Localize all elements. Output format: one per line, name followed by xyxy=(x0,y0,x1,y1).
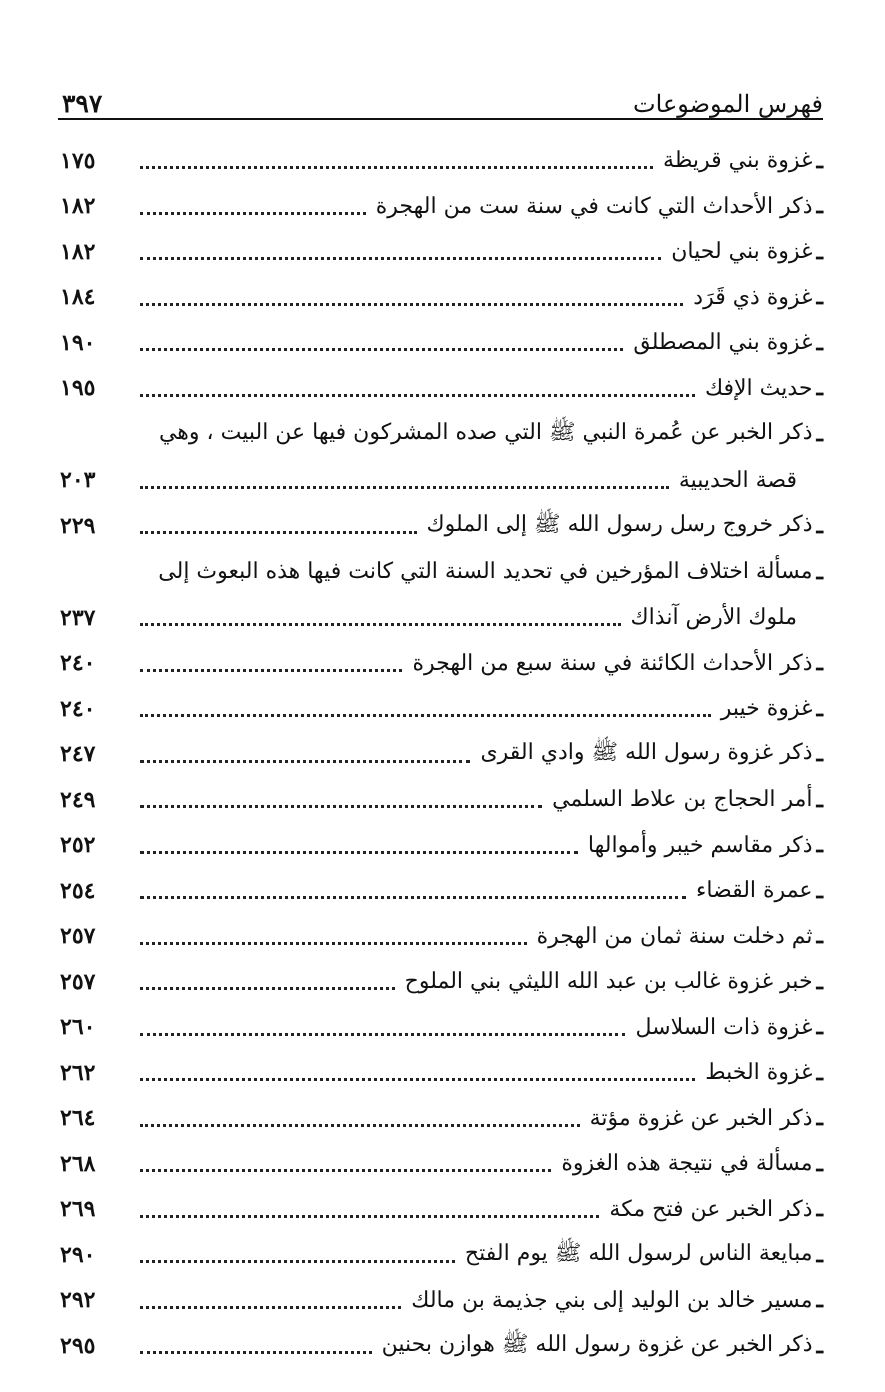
entry-title: غزوة ذي قَرَد xyxy=(693,284,813,310)
toc-entry[interactable] xyxy=(60,686,823,732)
entry-title: ذكر غزوة رسول الله ﷺ وادي القرى xyxy=(480,740,813,766)
toc-entry[interactable] xyxy=(60,275,823,321)
entry-title: غزوة بني قريظة xyxy=(663,148,813,174)
toc-entry[interactable] xyxy=(60,1323,823,1369)
entry-dash: ـ xyxy=(816,1059,823,1086)
entry-dash: ـ xyxy=(816,193,823,220)
entry-page-number: ٢٠٣ xyxy=(60,467,96,493)
toc-entry[interactable] xyxy=(60,366,823,412)
entry-title: عمرة القضاء xyxy=(695,878,813,904)
entry-title: ذكر الخبر عن عُمرة النبي ﷺ التي صده المشركون فيها عن البيت ، وهي xyxy=(158,420,813,445)
entry-dash: ـ xyxy=(816,421,823,447)
toc-entry[interactable] xyxy=(60,1005,823,1051)
toc-entry[interactable] xyxy=(60,549,823,641)
entry-dash: ـ xyxy=(816,329,823,356)
entry-page-number: ٢٣٧ xyxy=(60,604,96,631)
dot-leader xyxy=(140,1349,372,1354)
entry-title: خبر غزوة غالب بن عبد الله الليثي بني الملوح xyxy=(404,969,813,995)
entry-dash: ـ xyxy=(816,786,823,813)
entry-title: ثم دخلت سنة ثمان من الهجرة xyxy=(536,923,813,949)
entry-dash: ـ xyxy=(816,650,823,677)
entry-dash: ـ xyxy=(816,1332,823,1359)
dot-leader xyxy=(140,940,527,945)
entry-page-number: ٢٥٧ xyxy=(60,923,96,950)
entry-page-number: ١٨٢ xyxy=(60,238,96,265)
entry-page-number: ٢٩٢ xyxy=(60,1287,96,1314)
toc-entry[interactable] xyxy=(60,1278,823,1324)
dot-leader xyxy=(140,1258,455,1263)
entry-dash: ـ xyxy=(816,1014,823,1041)
entry-page-number: ١٨٢ xyxy=(60,193,96,220)
entry-title-continued: ملوك الأرض آنذاك xyxy=(630,605,797,630)
entry-title: مبايعة الناس لرسول الله ﷺ يوم الفتح xyxy=(464,1240,813,1266)
entry-page-number: ٢٦٠ xyxy=(60,1014,96,1041)
table-of-contents xyxy=(60,138,823,1369)
entry-title: غزوة الخبط xyxy=(705,1060,813,1086)
entry-title: مسير خالد بن الوليد إلى بني جذيمة بن مالك xyxy=(411,1287,813,1313)
entry-dash: ـ xyxy=(816,147,823,174)
dot-leader xyxy=(140,1031,625,1036)
dot-leader xyxy=(140,758,470,763)
entry-page-number: ٢٦٢ xyxy=(60,1059,96,1086)
entry-title: غزوة ذات السلاسل xyxy=(635,1014,813,1040)
toc-entry[interactable] xyxy=(60,823,823,869)
entry-page-number: ٢٩٥ xyxy=(60,1332,96,1359)
entry-title: ذكر خروج رسل رسول الله ﷺ إلى الملوك xyxy=(426,511,813,537)
entry-dash: ـ xyxy=(816,923,823,950)
entry-title: غزوة خيبر xyxy=(720,696,813,722)
entry-title: ذكر مقاسم خيبر وأموالها xyxy=(587,832,813,858)
dot-leader xyxy=(140,1167,551,1172)
dot-leader xyxy=(140,210,366,215)
entry-title-continued: قصة الحديبية xyxy=(678,467,797,493)
entry-title: مسألة اختلاف المؤرخين في تحديد السنة التي كانت فيها هذه البعوث إلى xyxy=(158,559,813,584)
entry-dash: ـ xyxy=(816,968,823,995)
entry-dash: ـ xyxy=(816,1241,823,1268)
entry-page-number: ٢٦٨ xyxy=(60,1150,96,1177)
entry-page-number: ١٨٤ xyxy=(60,284,96,311)
dot-leader xyxy=(140,849,578,854)
dot-leader xyxy=(140,1304,401,1309)
header-rule xyxy=(58,118,823,120)
dot-leader xyxy=(140,803,542,808)
entry-page-number: ٢٤٠ xyxy=(60,695,96,722)
dot-leader xyxy=(140,346,623,351)
dot-leader xyxy=(140,1076,695,1081)
entry-page-number: ٢٢٩ xyxy=(60,512,96,539)
toc-entry[interactable] xyxy=(60,1187,823,1233)
entry-page-number: ١٩٥ xyxy=(60,375,96,402)
entry-title: غزوة بني المصطلق xyxy=(633,330,813,356)
toc-entry[interactable] xyxy=(60,1050,823,1096)
entry-title: حديث الإفك xyxy=(704,375,813,401)
entry-title: ذكر الخبر عن غزوة مؤتة xyxy=(589,1105,813,1131)
toc-entry[interactable] xyxy=(60,411,823,503)
toc-entry[interactable] xyxy=(60,229,823,275)
toc-entry[interactable] xyxy=(60,777,823,823)
entry-page-number: ٢٦٩ xyxy=(60,1196,96,1223)
dot-leader xyxy=(140,985,395,990)
entry-title: ذكر الأحداث التي كانت في سنة ست من الهجرة xyxy=(375,193,813,219)
entry-page-number: ٢٥٢ xyxy=(60,832,96,859)
page-number: ٣٩٧ xyxy=(62,89,103,118)
dot-leader xyxy=(140,164,653,169)
entry-dash: ـ xyxy=(816,558,823,585)
dot-leader xyxy=(140,1213,599,1218)
dot-leader xyxy=(140,392,695,397)
dot-leader xyxy=(140,894,686,899)
entry-dash: ـ xyxy=(816,1105,823,1132)
toc-entry[interactable] xyxy=(60,868,823,914)
dot-leader xyxy=(140,621,621,626)
running-title: فهرس الموضوعات xyxy=(633,90,823,118)
toc-entry[interactable] xyxy=(60,1232,823,1278)
dot-leader xyxy=(140,255,661,260)
entry-dash: ـ xyxy=(816,741,823,768)
entry-page-number: ١٧٥ xyxy=(60,147,96,174)
entry-page-number: ١٩٠ xyxy=(60,329,96,356)
dot-leader xyxy=(140,712,711,717)
toc-entry[interactable] xyxy=(60,732,823,778)
entry-page-number: ٢٩٠ xyxy=(60,1241,96,1268)
toc-entry[interactable] xyxy=(60,503,823,549)
toc-entry[interactable] xyxy=(60,184,823,230)
dot-leader xyxy=(140,484,669,489)
toc-entry[interactable] xyxy=(60,1141,823,1187)
entry-page-number: ٢٦٤ xyxy=(60,1105,96,1132)
entry-title: أمر الحجاج بن علاط السلمي xyxy=(552,787,813,813)
entry-dash: ـ xyxy=(816,877,823,904)
entry-dash: ـ xyxy=(816,284,823,311)
toc-entry[interactable] xyxy=(60,959,823,1005)
toc-entry[interactable] xyxy=(60,1096,823,1142)
dot-leader xyxy=(140,1122,580,1127)
entry-title: ذكر الخبر عن غزوة رسول الله ﷺ هوازن بحنين xyxy=(381,1331,813,1357)
toc-entry[interactable] xyxy=(60,641,823,687)
entry-dash: ـ xyxy=(816,512,823,539)
entry-title: غزوة بني لحيان xyxy=(671,239,813,265)
entry-dash: ـ xyxy=(816,375,823,402)
entry-page-number: ٢٤٧ xyxy=(60,741,96,768)
entry-title: مسألة في نتيجة هذه الغزوة xyxy=(561,1151,813,1177)
entry-page-number: ٢٤٠ xyxy=(60,650,96,677)
entry-title: ذكر الخبر عن فتح مكة xyxy=(609,1196,813,1222)
toc-entry[interactable] xyxy=(60,138,823,184)
entry-title: ذكر الأحداث الكائنة في سنة سبع من الهجرة xyxy=(412,650,813,676)
dot-leader xyxy=(140,529,417,534)
entry-dash: ـ xyxy=(816,238,823,265)
dot-leader xyxy=(140,667,402,672)
entry-page-number: ٢٥٧ xyxy=(60,968,96,995)
entry-page-number: ٢٥٤ xyxy=(60,877,96,904)
entry-dash: ـ xyxy=(816,832,823,859)
entry-dash: ـ xyxy=(816,1196,823,1223)
entry-dash: ـ xyxy=(816,1287,823,1314)
entry-dash: ـ xyxy=(816,695,823,722)
entry-page-number: ٢٤٩ xyxy=(60,786,96,813)
entry-dash: ـ xyxy=(816,1150,823,1177)
page-header xyxy=(62,78,823,118)
dot-leader xyxy=(140,301,683,306)
toc-entry[interactable] xyxy=(60,320,823,366)
toc-entry[interactable] xyxy=(60,914,823,960)
